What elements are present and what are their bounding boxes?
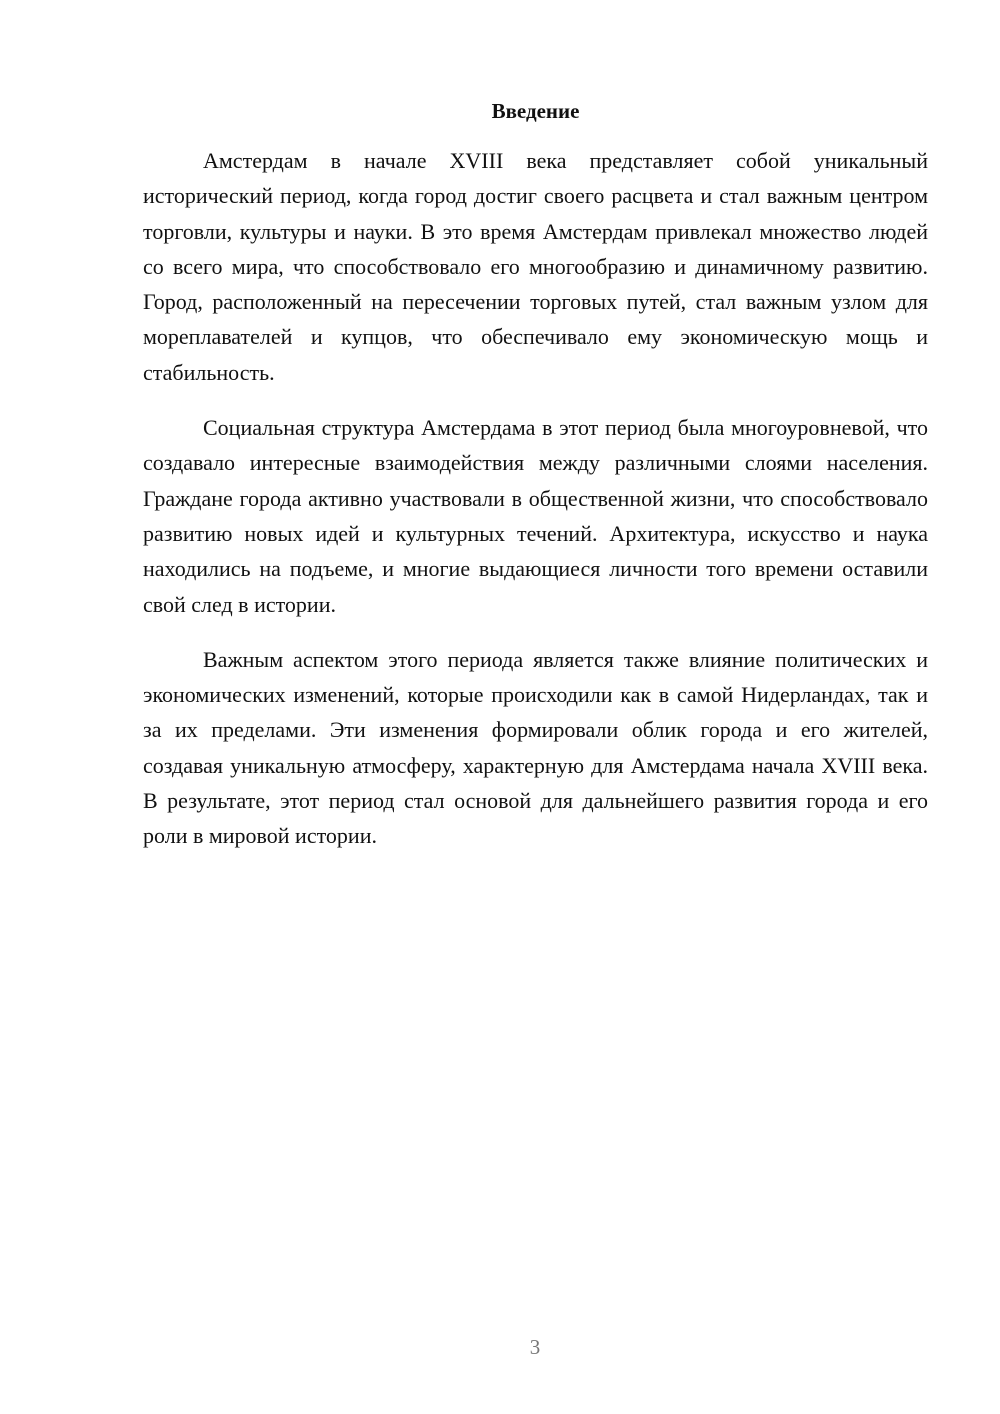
paragraph-2: Социальная структура Амстердама в этот период была многоуровневой, что создавало интересные взаимодействия между различными слоями населения. Граждане города активно участвовали в общественной жизни, что способствовало развитию новых идей и культурных течений. Архитектура, искусство и наука находились на подъеме, и многие выдающиеся личности того времени оставили свой след в истории. xyxy=(143,415,928,617)
paragraph-1: Амстердам в начале XVIII века представляет собой уникальный исторический период, когда город достиг своего расцвета и стал важным центром торговли, культуры и науки. В это время Амстердам привлекал множество людей со всего мира, что способствовало его многообразию и динамичному развитию. Город, расположенный на пересечении торговых путей, стал важным узлом для мореплавателей и купцов, что обеспечивало ему экономическую мощь и стабильность. xyxy=(143,148,928,385)
body-text xyxy=(143,143,928,874)
page-number: 3 xyxy=(529,1335,541,1359)
paragraph-3: Важным аспектом этого периода является также влияние политических и экономических изменений, которые происходили как в самой Нидерландах, так и за их пределами. Эти изменения формировали облик города и его жителей, создавая уникальную атмосферу, характерную для Амстердама начала XVIII века. В результате, этот период стал основой для дальнейшего развития города и его роли в мировой истории. xyxy=(143,646,928,849)
section-heading: Введение xyxy=(491,99,580,123)
